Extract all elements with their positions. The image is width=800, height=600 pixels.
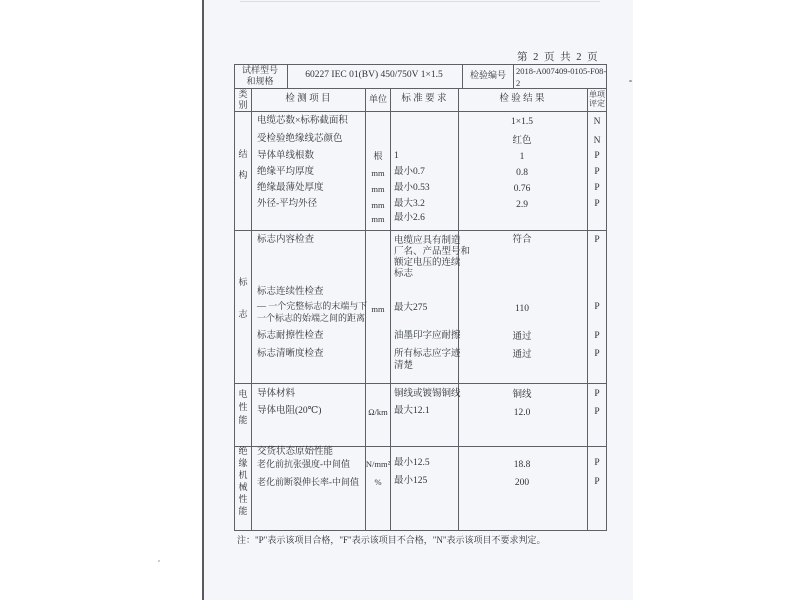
category-label: 标 (238, 277, 248, 287)
grid-line (234, 88, 607, 89)
result-value: 0.76 (513, 184, 531, 194)
eval-value: P (594, 235, 600, 245)
eval-value: P (594, 151, 600, 161)
category-label: 志 (238, 309, 248, 319)
scan-speck (629, 80, 632, 82)
result-value: 红色 (512, 136, 532, 146)
standard-value: 最小0.53 (394, 183, 430, 193)
eval-value: P (594, 389, 600, 399)
result-value: 通过 (512, 350, 532, 360)
result-value: 0.8 (516, 168, 528, 178)
item-label: 老化前抗张强度-中间值 (257, 459, 350, 469)
category-label: 结 (238, 149, 248, 159)
item-label: 绝缘平均厚度 (257, 167, 315, 177)
grid-line (234, 383, 607, 384)
unit-value: % (374, 477, 382, 487)
eval-value: N (593, 117, 601, 127)
standard-value: 厂名、产品型号和 (394, 247, 471, 257)
category-label: 能 (238, 415, 248, 425)
item-label: 导体单线根数 (257, 151, 315, 161)
result-value: 110 (515, 304, 529, 314)
item-label: 一个标志的始端之间的距离 (257, 313, 366, 323)
standard-value: 1 (394, 151, 399, 161)
grid-line (287, 64, 288, 88)
grid-line (513, 64, 514, 88)
grid-line (234, 111, 607, 112)
col-header-unit: 单位 (368, 94, 388, 104)
standard-value: 最小125 (394, 476, 428, 486)
result-value: 1×1.5 (511, 117, 533, 127)
grid-line (234, 230, 607, 231)
result-value: 2.9 (516, 200, 528, 210)
grid-line (251, 88, 252, 531)
grid-line (462, 64, 463, 88)
sample-label: 和规格 (246, 76, 274, 86)
item-label: 外径-平均外径 (257, 199, 318, 209)
unit-value: N/mm² (365, 459, 391, 469)
standard-value: 额定电压的连续 (394, 258, 461, 268)
eval-value: P (594, 183, 600, 193)
category-label: 性 (238, 402, 248, 412)
eval-value: N (593, 136, 601, 146)
unit-value: mm (371, 168, 385, 178)
standard-value: 最小0.7 (394, 167, 425, 177)
standard-value: 清楚 (394, 361, 414, 371)
unit-value: mm (371, 184, 385, 194)
standard-value: 标志 (394, 269, 414, 279)
result-value: 1 (519, 152, 525, 162)
item-label: 老化前断裂伸长率-中间值 (257, 477, 359, 487)
page-indicator: 第 2 页 共 2 页 (517, 52, 600, 63)
eval-value: P (594, 302, 600, 312)
report-no-label: 检验编号 (469, 70, 507, 80)
item-label: 电缆芯数×标称截面积 (257, 116, 348, 126)
item-label: 标志清晰度检查 (257, 349, 324, 359)
paper-top-edge (240, 1, 600, 2)
standard-value: 最大12.1 (394, 406, 430, 416)
eval-value: P (594, 331, 600, 341)
eval-value: P (594, 458, 600, 468)
category-label: 构 (238, 170, 248, 180)
unit-value: Ω/km (368, 407, 388, 417)
result-value: 符合 (512, 235, 532, 245)
col-header-result: 检 验 结 果 (499, 94, 545, 104)
standard-value: 所有标志应字迹 (394, 349, 461, 359)
unit-value: mm (371, 214, 385, 224)
item-label: 标志内容检查 (257, 235, 315, 245)
result-value: 通过 (512, 332, 532, 342)
item-label: 绝缘最薄处厚度 (257, 183, 324, 193)
result-value: 18.8 (513, 460, 531, 470)
col-header-standard: 标 准 要 求 (401, 94, 447, 104)
col-header-eval: 评定 (589, 99, 605, 108)
item-label: 导体材料 (257, 389, 296, 399)
standard-value: 铜线或镀锡铜线 (394, 389, 461, 399)
category-label: 能 (238, 506, 248, 516)
item-label: 受检验绝缘线芯颜色 (257, 134, 343, 144)
category-label: 电 (238, 389, 248, 399)
sample-model-value: 60227 IEC 01(BV) 450/750V 1×1.5 (305, 70, 443, 80)
eval-value: P (594, 199, 600, 209)
category-label: 缘 (238, 458, 248, 468)
unit-value: mm (371, 304, 385, 314)
eval-value: P (594, 477, 600, 487)
result-value: 12.0 (513, 408, 531, 418)
sample-label: 试样型号 (241, 65, 279, 75)
col-header-category: 类 (238, 89, 248, 99)
unit-value: mm (371, 200, 385, 210)
eval-value: P (594, 167, 600, 177)
category-label: 械 (238, 482, 248, 492)
grid-line (390, 88, 391, 531)
col-header-category: 别 (238, 100, 248, 110)
footer-note: 注："P"表示该项目合格，"F"表示该项目不合格，"N"表示该项目不要求判定。 (237, 535, 546, 545)
standard-value: 最大3.2 (394, 199, 425, 209)
standard-value: 最大275 (394, 303, 428, 313)
result-value: 铜线 (512, 390, 532, 400)
scan-speck (158, 560, 160, 562)
unit-value: 根 (373, 151, 383, 161)
col-header-item: 检 测 项 目 (285, 94, 331, 104)
eval-value: P (594, 349, 600, 359)
report-no-value: 2018-A007409-0105-F08- (516, 66, 607, 76)
standard-value: 电缆应具有制造 (394, 236, 461, 246)
item-label: 交货状态原始性能 (257, 447, 334, 457)
paper-left-edge (202, 0, 204, 600)
grid-line (587, 88, 588, 531)
category-label: 机 (238, 470, 248, 480)
standard-value: 最小2.6 (394, 213, 425, 223)
item-label: 标志耐擦性检查 (257, 331, 324, 341)
standard-value: 油墨印字应耐擦 (394, 331, 461, 341)
result-value: 200 (514, 478, 530, 488)
item-label: — 一个完整标志的末端与下 (257, 301, 368, 311)
category-label: 绝 (238, 446, 248, 456)
item-label: 导体电阻(20℃) (257, 406, 322, 416)
grid-line (458, 88, 459, 531)
eval-value: P (594, 407, 600, 417)
category-label: 性 (238, 494, 248, 504)
col-header-eval: 单项 (589, 90, 605, 99)
standard-value: 最小12.5 (394, 458, 430, 468)
report-no-value: 2 (516, 78, 521, 88)
item-label: 标志连续性检查 (257, 287, 324, 297)
